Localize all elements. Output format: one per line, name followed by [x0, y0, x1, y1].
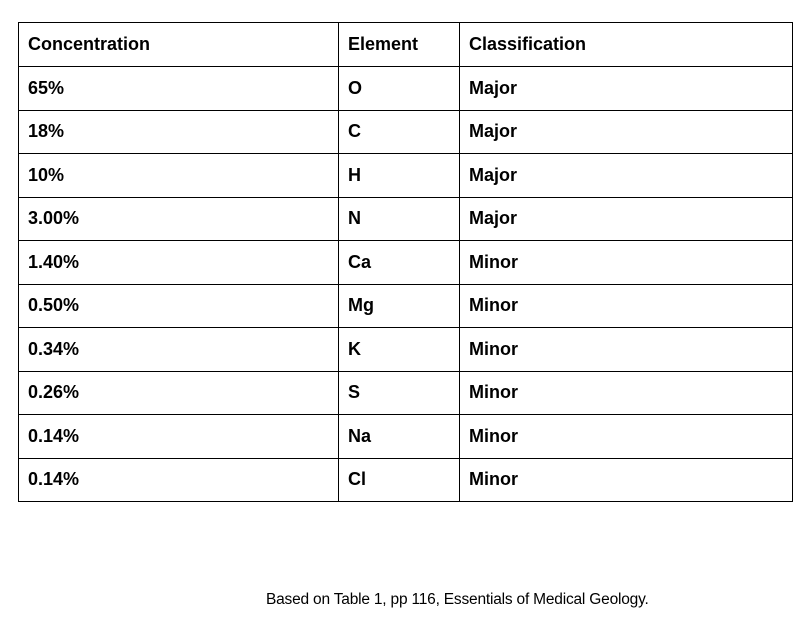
element-concentration-table: [18, 22, 793, 502]
cell-element: H: [339, 154, 460, 198]
table-row: [19, 371, 793, 415]
table-row: [19, 328, 793, 372]
cell-concentration: 0.50%: [19, 284, 339, 328]
cell-concentration: 0.14%: [19, 415, 339, 459]
cell-classification: Minor: [460, 458, 793, 502]
table-row: [19, 458, 793, 502]
cell-concentration: 3.00%: [19, 197, 339, 241]
cell-classification: Major: [460, 110, 793, 154]
cell-element: K: [339, 328, 460, 372]
cell-concentration: 1.40%: [19, 241, 339, 285]
cell-element: Mg: [339, 284, 460, 328]
cell-concentration: 10%: [19, 154, 339, 198]
cell-element: Ca: [339, 241, 460, 285]
header-element: Element: [339, 23, 460, 67]
table-row: [19, 67, 793, 111]
cell-element: C: [339, 110, 460, 154]
cell-classification: Major: [460, 154, 793, 198]
table-header-row: [19, 23, 793, 67]
cell-concentration: 0.26%: [19, 371, 339, 415]
cell-element: Na: [339, 415, 460, 459]
cell-concentration: 0.34%: [19, 328, 339, 372]
cell-classification: Minor: [460, 371, 793, 415]
cell-concentration: 65%: [19, 67, 339, 111]
cell-classification: Minor: [460, 241, 793, 285]
header-classification: Classification: [460, 23, 793, 67]
cell-element: Cl: [339, 458, 460, 502]
table-row: [19, 110, 793, 154]
source-caption: Based on Table 1, pp 116, Essentials of Medical Geology.: [266, 591, 649, 608]
cell-concentration: 0.14%: [19, 458, 339, 502]
header-concentration: Concentration: [19, 23, 339, 67]
cell-classification: Minor: [460, 415, 793, 459]
table-row: [19, 197, 793, 241]
table-row: [19, 241, 793, 285]
cell-classification: Minor: [460, 284, 793, 328]
cell-classification: Major: [460, 67, 793, 111]
table-row: [19, 415, 793, 459]
cell-element: S: [339, 371, 460, 415]
cell-classification: Major: [460, 197, 793, 241]
table-row: [19, 154, 793, 198]
cell-concentration: 18%: [19, 110, 339, 154]
table-row: [19, 284, 793, 328]
cell-element: O: [339, 67, 460, 111]
cell-classification: Minor: [460, 328, 793, 372]
cell-element: N: [339, 197, 460, 241]
